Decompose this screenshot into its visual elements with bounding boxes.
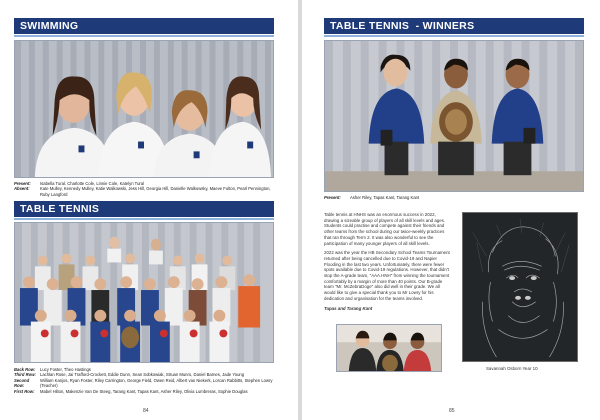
caption-value: William Kanjos, Ryan Foster, Riley Carrington, George Field, Owen Reid, Albert van Niekerk, Lorcan Rabbitts, Stephen Lowry (Teacher) <box>40 377 273 389</box>
swimming-caption <box>14 181 276 197</box>
caption-value: Kate Mulley, Kennedy Mulley, Katie Walkowski, Jess Hill, Georgia Hill, Danielle Walkowsky, Maeve Fulton, Pearl Pennington, Ruby Langford <box>40 186 271 197</box>
caption-label: Second Row: <box>14 377 30 389</box>
caption-label: Third Row: <box>14 372 36 378</box>
article-paragraph: 2022 was the year the HB Secondary School Teams Tournament returned after being cancelled due to Covid-19 and Napier Flooding in the last two years. Unfortunately, there were fewer spots available due to Covid-19 regulations. However, that didn't stop the A-grade team, "AAA.HNH" from winning the tournament comfortably by a margin of more than 40 points. Our B-grade team "Mr. McZebraDoge" also did well in their grade. We all would like to give a special thank you to Mr Lowry for his dedication and organisation for the teams involved. <box>324 250 450 301</box>
caption-label: Absent: <box>14 186 30 192</box>
winners-photo <box>324 40 584 192</box>
right-page <box>302 0 600 420</box>
winners-caption <box>324 195 494 200</box>
page-number-left: 84 <box>143 408 149 414</box>
caption-label: Present: <box>14 181 31 186</box>
article-paragraph: Table tennis at HNHS was an enormous success in 2022, drawing a sizeable group of players of all skill levels and ages. Students could practise and compete against their friends and other teams from the school during our twice-weekly practices that ran through Term 2. It was also wonderful to see the participation of many younger players of all skill levels. <box>324 212 446 246</box>
caption-row <box>324 195 494 200</box>
caption-label: Present: <box>324 195 341 200</box>
table-tennis-article <box>324 212 452 315</box>
kant-brothers-photo <box>336 324 442 372</box>
table-tennis-team-photo <box>14 222 274 363</box>
swimming-team-photo <box>14 40 274 178</box>
article-signature: Tapas and Tarang Kant <box>324 305 373 311</box>
winners-banner <box>324 18 584 34</box>
swimming-title: SWIMMING <box>20 20 79 32</box>
caption-value: Mabel Hilton, Makenzie Van De Steeg, Tarang Kant, Tapas Kant, Asher Riley, Olivia Lumbreras, Sophie Douglas <box>40 388 248 394</box>
artwork-caption: Savannah Osborn Year 10 <box>486 366 538 371</box>
caption-row <box>14 378 276 389</box>
left-page <box>0 0 298 420</box>
swimming-banner <box>14 18 274 34</box>
caption-row <box>14 186 276 197</box>
page-number-right: 85 <box>449 408 455 414</box>
gorilla-artwork <box>462 212 578 362</box>
caption-row <box>14 389 276 394</box>
table-tennis-banner <box>14 201 274 217</box>
caption-label: First Row: <box>14 388 35 394</box>
winners-title: TABLE TENNIS - WINNERS <box>330 20 475 32</box>
caption-value: Lucy Foster, Theo Hastings <box>40 367 91 372</box>
caption-label: Back Row: <box>14 367 36 372</box>
table-tennis-title: TABLE TENNIS <box>20 203 100 215</box>
table-tennis-caption <box>14 367 276 394</box>
caption-value: Asher Riley, Tapas Kant, Tarang Kant <box>350 195 420 200</box>
caption-value: Isabella Tural, Charlotte Cole, Linnie Cole, Katelyn Tural <box>40 181 145 186</box>
caption-value: Lachlan Rose, Jai Trafford-Crockett, Eddie Dunn, Sean Sobkowiak, Struan Munro, Daniel Barnes, Jade Young <box>40 372 245 378</box>
